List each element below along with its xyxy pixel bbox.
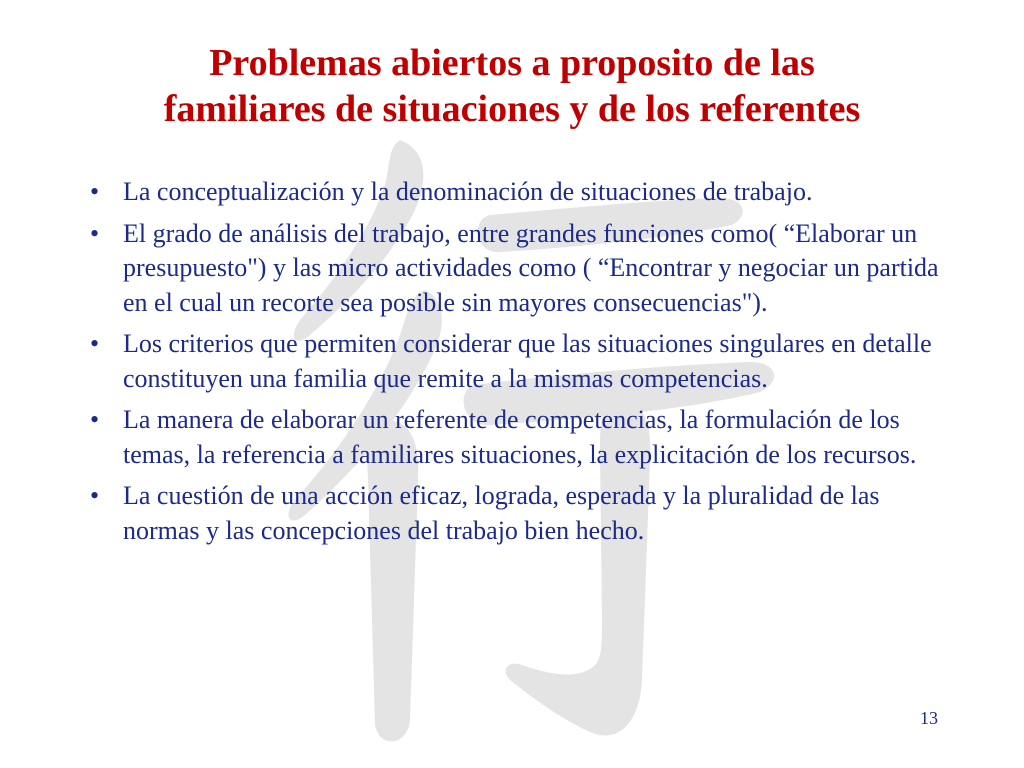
bullet-dot-icon: • bbox=[90, 405, 100, 434]
bullet-item bbox=[90, 175, 950, 210]
bullet-text: La cuestión de una acción eficaz, lograda, esperada y la pluralidad de las normas y las concepciones del trabajo bien hecho. bbox=[123, 481, 880, 545]
bullet-text: Los criterios que permiten considerar que las situaciones singulares en detalle constituyen una familia que remite a la mismas competencias. bbox=[123, 329, 932, 393]
bullet-dot-icon: • bbox=[90, 177, 100, 206]
bullet-dot-icon: • bbox=[90, 218, 100, 248]
bullet-text: La conceptualización y la denominación de situaciones de trabajo. bbox=[123, 177, 813, 206]
bullet-item bbox=[90, 403, 950, 472]
bullet-item bbox=[90, 327, 950, 396]
bullet-dot-icon: • bbox=[90, 329, 100, 358]
slide-title-line-2: familiares de situaciones y de los referentes bbox=[163, 88, 861, 130]
bullet-dot-icon: • bbox=[90, 481, 100, 510]
bullet-text: El grado de análisis del trabajo, entre grandes funciones como( “Elaborar un presupuesto") y las micro actividades como ( “Encontrar y negociar un partida en el cual un recorte sea posible sin mayores consecuencias"). bbox=[123, 218, 939, 317]
page-number: 13 bbox=[920, 708, 938, 728]
bullet-list bbox=[90, 175, 950, 555]
bullet-text: La manera de elaborar un referente de competencias, la formulación de los temas, la referencia a familiares situaciones, la explicitación de los recursos. bbox=[123, 405, 917, 469]
bullet-item bbox=[90, 217, 950, 321]
slide-title bbox=[60, 40, 964, 132]
bullet-item bbox=[90, 479, 950, 548]
slide-title-line-1: Problemas abiertos a proposito de las bbox=[209, 42, 815, 84]
